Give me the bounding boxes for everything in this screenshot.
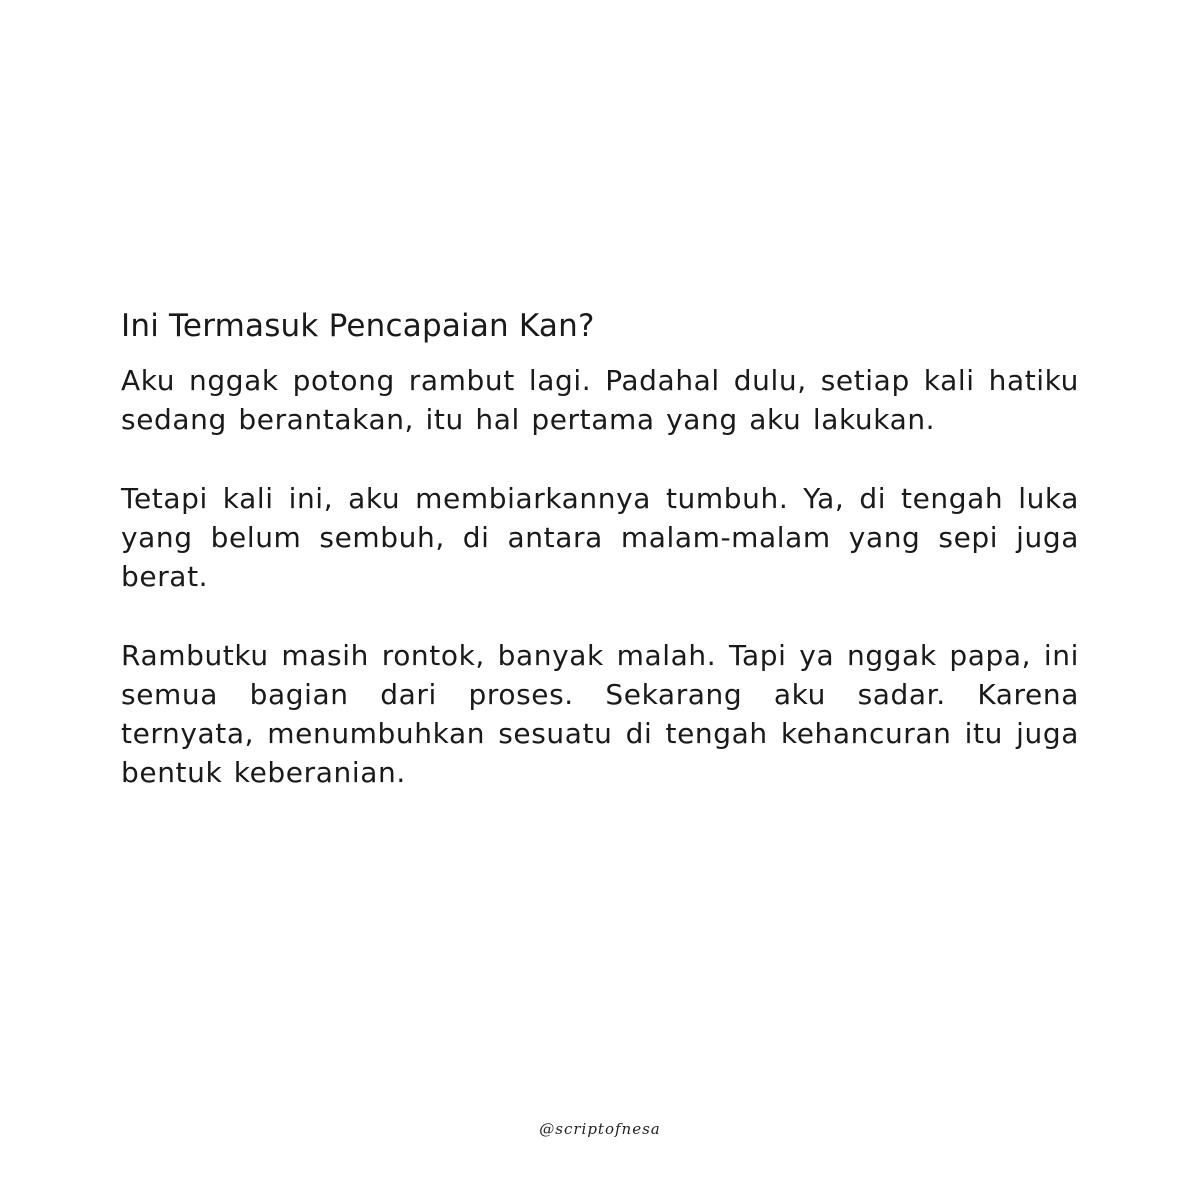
paragraph-1: Aku nggak potong rambut lagi. Padahal dulu, setiap kali hatiku sedang berantakan, itu hal pertama yang aku lakukan.	[121, 364, 1079, 436]
author-signature: @scriptofnesa	[539, 1120, 661, 1138]
post-content	[121, 303, 1079, 832]
post-title: Ini Termasuk Pencapaian Kan?	[121, 308, 595, 344]
paragraph-3: Rambutku masih rontok, banyak malah. Tapi ya nggak papa, ini semua bagian dari proses. Sekarang aku sadar. Karena ternyata, menumbuhkan sesuatu di tengah kehancuran itu juga bentuk keberanian.	[121, 639, 1079, 789]
paragraph-2: Tetapi kali ini, aku membiarkannya tumbuh. Ya, di tengah luka yang belum sembuh, di antara malam-malam yang sepi juga berat.	[121, 482, 1079, 593]
